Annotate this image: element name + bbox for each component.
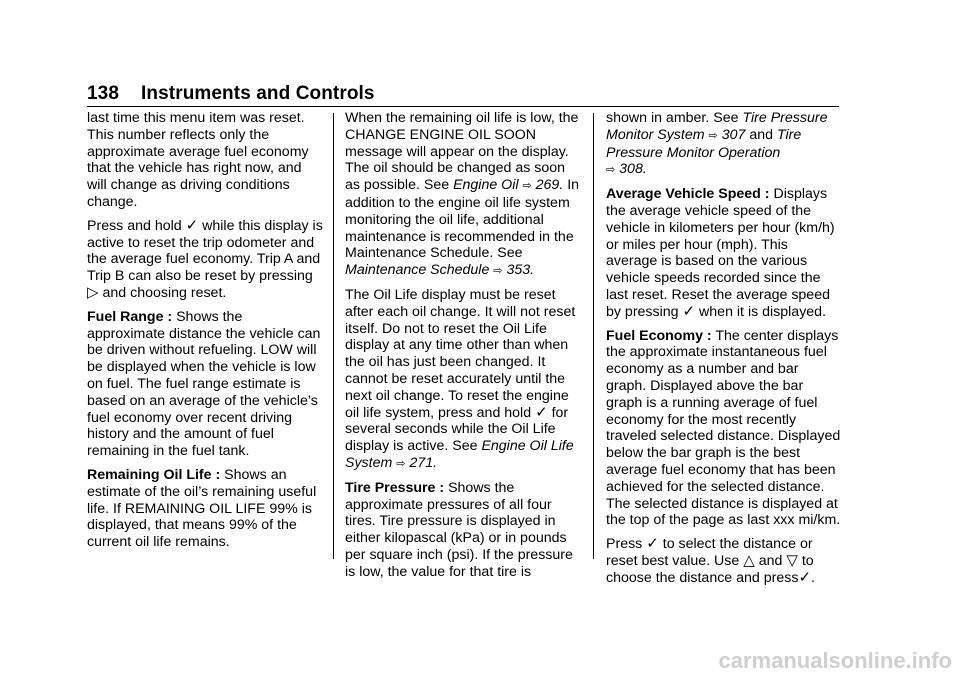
body-text: last time this menu item was reset. This number reflects only the approximate average fuel economy that the vehicle has right now, and will change as driving conditions change. [87, 110, 309, 210]
section-title: Instruments and Controls [141, 83, 375, 104]
xref-title: Maintenance Schedule [345, 262, 490, 279]
column-2 [345, 110, 583, 588]
xref-page: 271 [409, 454, 434, 471]
paragraph [87, 467, 323, 551]
xref-title: Engine Oil Life System [345, 438, 574, 471]
body-text: while this display is active to reset the trip odometer and the average fuel economy. Trip A and Trip B can also be reset by pressing [87, 217, 323, 285]
check-icon: ✓ [646, 535, 659, 553]
xref-page: 308 [619, 161, 643, 178]
paragraph [606, 186, 842, 320]
body-text: The center displays the approximate instantaneous fuel economy as a number and bar graph. Displayed above the bar graph is a running average of fuel economy for the most recently traveled selected distance. Displayed below the bar graph is the best average fuel economy that has been achieved for the selected distance. The selected distance is displayed at the top of the page as last xxx mi/km. [606, 327, 841, 529]
term-remaining-oil-life: Remaining Oil Life : [87, 466, 221, 483]
paragraph [345, 110, 583, 280]
body-text: Displays the average vehicle speed of the vehicle in kilometers per hour (km/h) or miles per hour (mph). This average is based on the various vehicle speeds recorded since the last reset. Reset the average speed by pressing [606, 186, 835, 320]
term-average-vehicle-speed: Average Vehicle Speed : [606, 186, 770, 203]
body-text: and [749, 126, 773, 143]
xref-engine-oil[interactable]: Engine Oil ⇨ 269. [453, 177, 564, 194]
body-text: The Oil Life display must be reset after each oil change. It will not reset itself. Do not to reset the Oil Life display at any time other than when the oil has just been changed. It cannot be reset accurately until the next oil change. To reset the engine oil life system, press and hold [345, 286, 576, 421]
body-text: Shows the approximate pressures of all four tires. Tire pressure is displayed in either kilopascal (kPa) or in pounds per square inch (psi). If the pressure is low, the value for that tire is [345, 479, 573, 580]
ref-arrow-icon: ⇨ [522, 180, 532, 193]
paragraph [87, 110, 323, 211]
body-text: shown in amber. See [606, 110, 739, 126]
body-text: Press and hold [87, 217, 182, 234]
ref-arrow-icon: ⇨ [396, 457, 406, 470]
paragraph: Press ✓ to select the distance or reset best value. Use △ and ▽ to choose the distance and press✓. [606, 535, 815, 586]
body-text: Press [606, 536, 643, 553]
watermark: carmanualsonline.info [718, 648, 952, 673]
paragraph [606, 110, 842, 179]
xref-title: Tire Pressure Monitor Operation [606, 126, 802, 161]
down-arrow-icon: ▽ [786, 551, 798, 569]
body-text: to select the distance or reset best value. Use [606, 536, 813, 569]
paragraph [345, 480, 583, 581]
body-text: and [758, 552, 783, 569]
column-3 [606, 110, 842, 594]
xref-engine-oil-life-system[interactable]: Engine Oil Life System ⇨ 271. [345, 438, 574, 471]
paragraph [87, 309, 323, 460]
page-header [87, 83, 375, 105]
column-divider [593, 113, 594, 559]
ref-arrow-icon: ⇨ [493, 265, 503, 278]
xref-page: 269 [535, 177, 560, 194]
body-text: and choosing reset. [102, 284, 227, 301]
xref-maintenance-schedule[interactable]: Maintenance Schedule ⇨ 353. [345, 262, 535, 279]
term-tire-pressure: Tire Pressure : [345, 479, 445, 496]
term-fuel-range: Fuel Range : [87, 308, 173, 325]
right-arrow-icon: ▷ [87, 283, 99, 301]
ref-arrow-icon: ⇨ [708, 129, 718, 142]
column-1 [87, 110, 323, 558]
xref-page: 307 [721, 126, 746, 143]
body-text: In addition to the engine oil life system monitoring the oil life, additional maintenance is recommended in the Maintenance Schedule. See [345, 177, 580, 262]
page-number: 138 [87, 83, 120, 104]
body-text: Shows the approximate distance the vehicle can be driven without refueling. LOW will be displayed when the vehicle is low on fuel. The fuel range estimate is based on an average of the vehicle’s fuel economy over recent driving history and the amount of fuel remaining in the fuel tank. [87, 308, 321, 460]
up-arrow-icon: △ [743, 551, 755, 569]
body-text: for several seconds while the Oil Life display is active. See [345, 404, 569, 455]
paragraph [606, 328, 842, 530]
paragraph [87, 218, 323, 302]
check-icon: ✓ [798, 568, 812, 586]
column-divider [333, 113, 334, 559]
check-icon: ✓ [185, 216, 199, 234]
check-icon: ✓ [682, 302, 696, 320]
xref-title: Tire Pressure Monitor System [606, 110, 828, 143]
body-text: Shows an estimate of the oil’s remaining useful life. If REMAINING OIL LIFE 99% is displayed, that means 99% of the current oil life remains. [87, 466, 317, 551]
header-rule [87, 106, 839, 107]
body-text: When the remaining oil life is low, the CHANGE ENGINE OIL SOON message will appear on the display. The oil should be changed as soon as possible. See [345, 110, 579, 194]
ref-arrow-icon: ⇨ [606, 164, 616, 177]
body-text: to choose the distance and press [606, 552, 814, 586]
term-fuel-economy: Fuel Economy : [606, 327, 712, 344]
xref-tire-pressure-monitor-operation[interactable]: Tire Pressure Monitor Operation ⇨ 308. [606, 126, 802, 178]
xref-title: Engine Oil [453, 177, 519, 194]
check-icon: ✓ [535, 403, 548, 421]
paragraph [345, 287, 583, 473]
xref-page: 353 [506, 262, 531, 279]
body-text: when it is displayed. [699, 303, 827, 320]
